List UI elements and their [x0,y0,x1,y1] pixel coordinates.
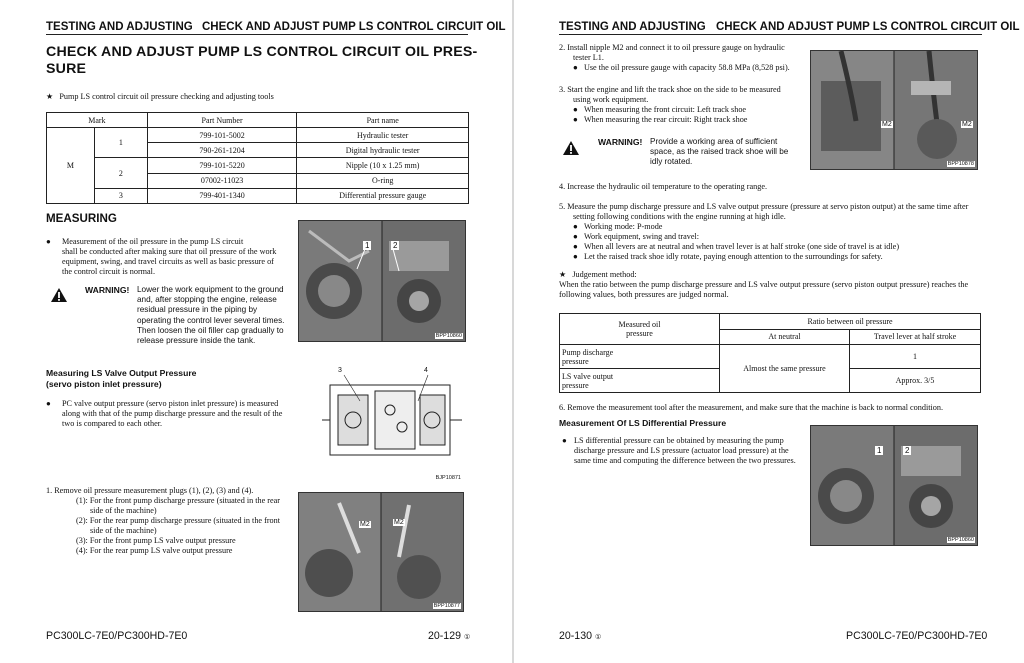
bullet-icon: ● [573,115,578,124]
header-section: TESTING AND ADJUSTING [559,21,706,33]
bullet-icon: ● [573,232,578,241]
footer-page: 20-130 ① [559,630,602,642]
callout-label: M2 [882,121,892,128]
tools-intro: ★ Pump LS control circuit oil pressure checking and adjusting tools [46,92,274,101]
star-icon: ★ [559,270,567,279]
table-header-mark: Mark [47,113,148,128]
page-title: CHECK AND ADJUST PUMP LS CONTROL CIRCUIT OIL PRES- SURE [46,44,478,77]
lsv-heading: Measuring LS Valve Output Pressure (servo piston inlet pressure) [46,368,197,389]
header-topic: CHECK AND ADJUST PUMP LS CONTROL CIRCUIT OIL [716,21,1020,33]
warning-triangle-icon [562,140,580,156]
pump-photo [298,220,466,342]
header-section: TESTING AND ADJUSTING [46,21,193,33]
measurement-plug-photo [298,492,464,612]
table-row: LS valve output pressure Approx. 3/5 [560,369,981,393]
step-1: 1. Remove oil pressure measurement plugs (1), (2), (3) and (4). (1): For the front pump discharge pressure (situated in the rear side of the machine) (2): For the rear pump discharge pressure (situated in the front side of the machine) (3): For the front pump LS valve output pressure (4): For the rear pump LS valve output pressure [46,486,281,555]
bullet-icon: ● [46,399,51,408]
table-header-part-number: Part Number [147,113,297,128]
callout-label: M2 [360,521,370,528]
table-row: 07002-11023 O-ring [47,173,469,188]
bullet-icon: ● [573,242,578,251]
ratio-table: Measured oil pressure Ratio between oil pressure At neutral Travel lever at half stroke Pump discharge pressure Almost the same pressure 1 LS valve output pressure Approx. 3/5 [559,313,981,393]
step-3: 3. Start the engine and lift the track shoe on the side to be measured using work equipment. ● When measuring the front circuit: Left track shoe ● When measuring the rear circuit: Right track shoe [559,85,781,124]
warning-triangle-icon [50,287,68,303]
pump-diagram [320,365,464,483]
callout-label: 2 [393,241,398,250]
judgement-method: ★ Judgement method: When the ratio between the pump discharge pressure and LS valve output pressure (servo piston output pressure) reaches the following values, both pressures are judged normal. [559,270,969,299]
header-topic: CHECK AND ADJUST PUMP LS CONTROL CIRCUIT OIL [202,21,506,33]
step-6: 6. Remove the measurement tool after the measurement, and make sure that the machine is back to normal condition. [559,403,944,412]
footer-model: PC300LC-7E0/PC300HD-7E0 [846,630,988,642]
callout-label: M2 [962,121,972,128]
nipple-install-photo [810,50,978,170]
figure-code: BPP10860 [947,537,974,543]
table-row: 3 799-401-1340 Differential pressure gauge [47,188,469,203]
table-row: Pump discharge pressure Almost the same pressure 1 [560,345,981,369]
figure-code: BJP10871 [435,475,461,481]
bullet-icon: ● [573,105,578,114]
step-2: 2. Install nipple M2 and connect it to oil pressure gauge on hydraulic tester L1. ● Use the oil pressure gauge with capacity 58.8 MPa (8,528 psi). [559,43,790,72]
table-header-part-name: Part name [297,113,469,128]
bullet-icon: ● [573,222,578,231]
figure-code: BPP10877 [433,603,460,609]
figure-code: BPP10878 [947,161,974,167]
callout-label: 2 [905,446,910,455]
warning-text: Lower the work equipment to the ground and, after stopping the engine, release residual pressure in the piping by operating the control lever several times. Then loosen the oil filler cap gradually to release pressure inside the tank. [137,285,285,346]
warning-label: WARNING! [85,285,130,295]
bullet-icon: ● [573,252,578,261]
sub-header-half: Travel lever at half stroke [850,329,981,345]
figure-code: BPP10860 [435,333,462,339]
diff-paragraph: LS differential pressure can be obtained by measuring the pump discharge pressure and LS pressure (actuator load pressure) at the same time and computing the difference between the two pressures. [574,436,796,465]
tools-table [46,112,469,204]
callout-label: 1 [877,446,882,455]
pump-photo [810,425,978,546]
page-header [46,21,506,35]
bullet-icon: ● [562,436,567,445]
callout-label: 1 [365,241,370,250]
footer-model: PC300LC-7E0/PC300HD-7E0 [46,630,188,642]
step-4: 4. Increase the hydraulic oil temperature to the operating range. [559,182,768,191]
sub-header-neutral: At neutral [720,329,850,345]
bullet-icon: ● [46,237,51,246]
table-row: 790-261-1204 Digital hydraulic tester [47,143,469,158]
diff-heading: Measurement Of LS Differential Pressure [559,418,727,428]
bullet-icon: ● [573,63,578,72]
warning-text: Provide a working area of sufficient space, as the raised track shoe will be idly rotated. [650,137,789,167]
callout-label: M2 [394,519,404,526]
right-page [514,0,1024,663]
pc-paragraph: PC valve output pressure (servo piston inlet pressure) is measured along with that of the pump discharge pressure and the result of the two is compared to each other. [62,399,283,428]
table-row: 2 799-101-5220 Nipple (10 x 1.25 mm) [47,158,469,173]
callout-label: 3 [338,367,342,374]
footer-page: 20-129 ① [428,630,471,642]
group-header: Ratio between oil pressure [720,314,981,330]
step-5: 5. Measure the pump discharge pressure and LS valve output pressure (pressure at servo piston output) at the same time after setting following conditions with the engine running at high idle. ● Working mode: P-mode ● Work equipment, swing and travel: ● When all levers are at neutral and when travel lever is at half stroke (one side of travel is at idle) ● Let the raised track shoe idly rotate, paying enough attention to the surroundings for safety. [559,202,969,261]
warning-label: WARNING! [598,137,643,147]
star-icon: ★ [46,92,54,101]
mark-cell: M [47,128,95,204]
measuring-heading: MEASURING [46,212,117,225]
measuring-paragraph: Measurement of the oil pressure in the pump LS circuit shall be conducted after making sure that oil pressure of the work equipment, swing, and travel circuits as well as basic pressure of the control circuit is normal. [62,237,277,276]
callout-label: 4 [424,367,428,374]
page-header [559,21,1020,35]
table-row: M 1 799-101-5002 Hydraulic tester [47,128,469,143]
